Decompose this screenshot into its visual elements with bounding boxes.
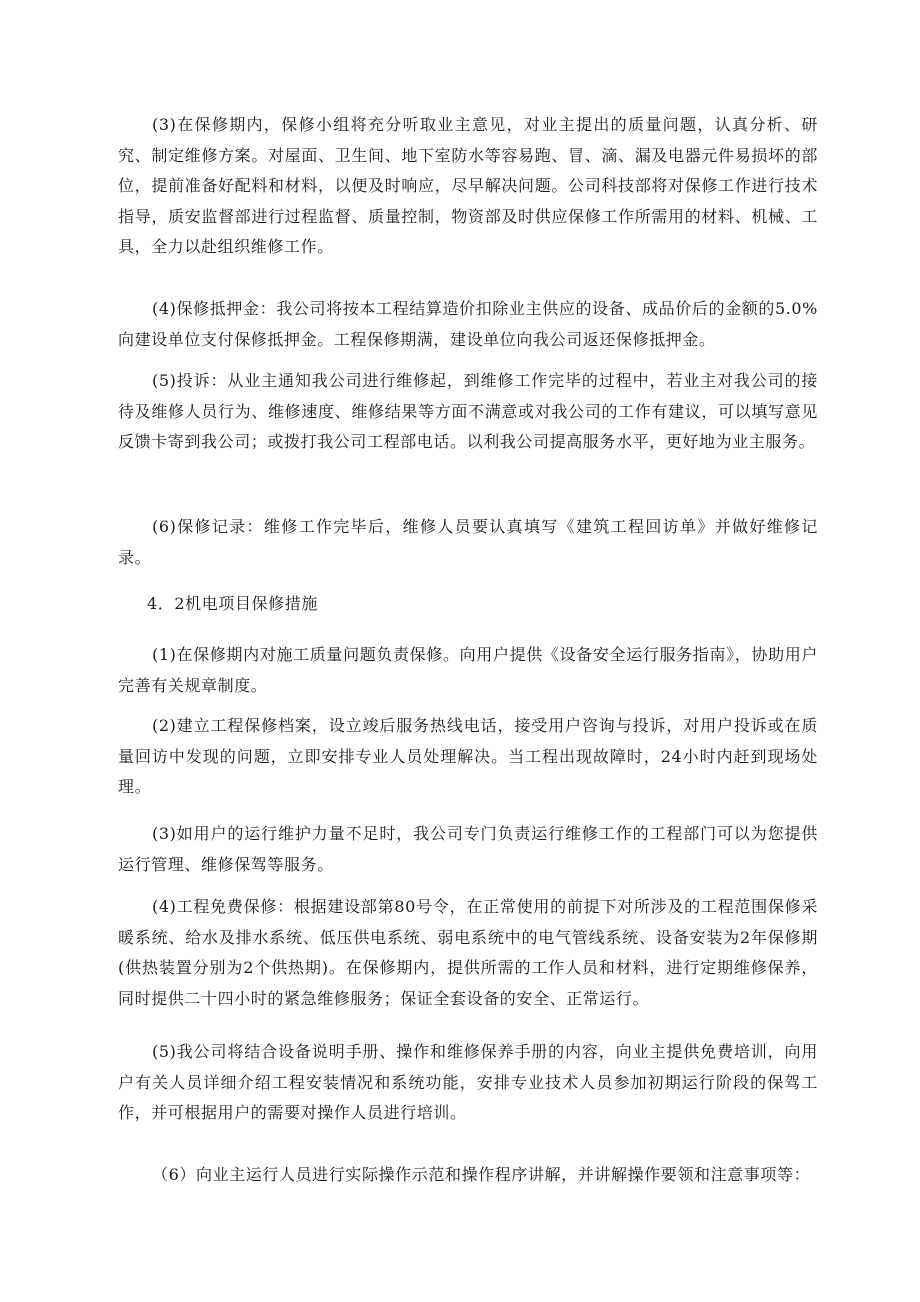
paragraph-warranty-records: (6)保修记录：维修工作完毕后，维修人员要认真填写《建筑工程回访单》并做好维修记录。 — [118, 517, 818, 567]
paragraph-mep-warranty-5: (5)我公司将结合设备说明手册、操作和维修保养手册的内容，向业主提供免费培训，向用户有关人员详细介绍工程安装情况和系统功能，安排专业技术人员参加初期运行阶段的保驾工作，并可根据用户的需要对操作人员进行培训。 — [118, 1042, 818, 1122]
paragraph-mep-warranty-1: (1)在保修期内对施工质量问题负责保修。向用户提供《设备安全运行服务指南》，协助用户完善有关规章制度。 — [118, 645, 818, 695]
section-heading: 4．2机电项目保修措施 — [147, 594, 318, 613]
paragraph-mep-warranty-2: (2)建立工程保修档案，设立竣后服务热线电话，接受用户咨询与投诉，对用户投诉或在质量回访中发现的问题，立即安排专业人员处理解决。当工程出现故障时，24小时内赶到现场处理。 — [118, 716, 818, 796]
paragraph-mep-warranty-3: (3)如用户的运行维护力量不足时，我公司专门负责运行维修工作的工程部门可以为您提供运行管理、维修保驾等服务。 — [118, 824, 818, 874]
paragraph-mep-warranty-4: (4)工程免费保修：根据建设部第80号令，在正常使用的前提下对所涉及的工程范围保修采暖系统、给水及排水系统、低压供电系统、弱电系统中的电气管线系统、设备安装为2年保修期(供热装置分别为2个供热期)。在保修期内，提供所需的工作人员和材料，进行定期维修保养，同时提供二十四小时的紧急维修服务；保证全套设备的安全、正常运行。 — [118, 897, 818, 1008]
paragraph-mep-warranty-6: （6）向业主运行人员进行实际操作示范和操作程序讲解，并讲解操作要领和注意事项等： — [152, 1165, 811, 1184]
paragraph-warranty-team: (3)在保修期内，保修小组将充分听取业主意见，对业主提出的质量问题，认真分析、研究、制定维修方案。对屋面、卫生间、地下室防水等容易跑、冒、滴、漏及电器元件易损坏的部位，提前准备好配料和材料，以便及时响应，尽早解决问题。公司科技部将对保修工作进行技术指导，质安监督部进行过程监督、质量控制，物资部及时供应保修工作所需用的材料、机械、工具，全力以赴组织维修工作。 — [118, 115, 818, 256]
paragraph-complaints: (5)投诉：从业主通知我公司进行维修起，到维修工作完毕的过程中，若业主对我公司的接待及维修人员行为、维修速度、维修结果等方面不满意或对我公司的工作有建议，可以填写意见反馈卡寄到我公司；或拨打我公司工程部电话。以利我公司提高服务水平，更好地为业主服务。 — [118, 371, 818, 451]
paragraph-warranty-deposit: (4)保修抵押金：我公司将按本工程结算造价扣除业主供应的设备、成品价后的金额的5.0%向建设单位支付保修抵押金。工程保修期满，建设单位向我公司返还保修抵押金。 — [118, 299, 818, 349]
